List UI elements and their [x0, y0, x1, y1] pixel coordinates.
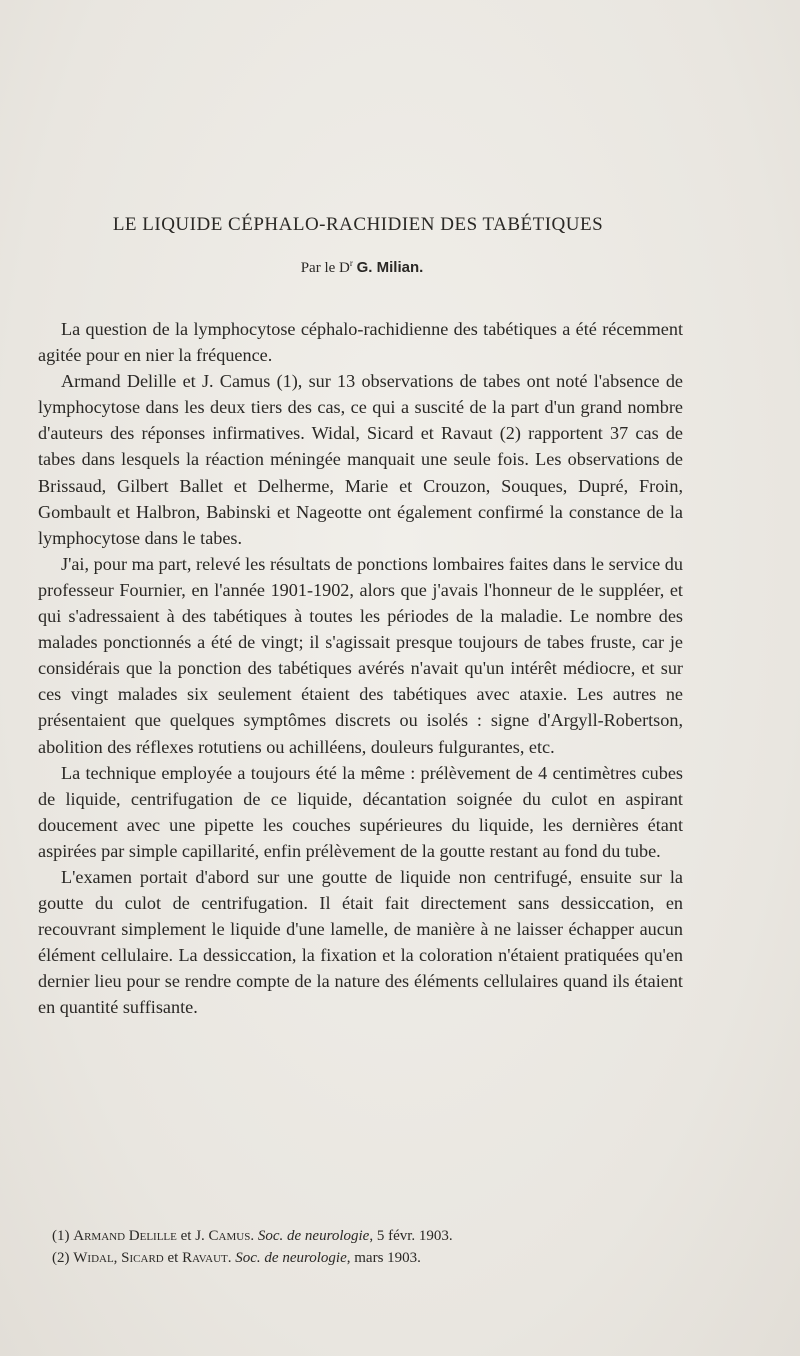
footnote: (2) Widal, Sicard et Ravaut. Soc. de neurologie, mars 1903. — [52, 1250, 421, 1266]
paragraph: Armand Delille et J. Camus (1), sur 13 observations de tabes ont noté l'absence de lymphocytose dans les deux tiers des cas, ce qui a suscité de la part d'un grand nombre d'auteurs des réponses infirmatives. Widal, Sicard et Ravaut (2) rapportent 37 cas de tabes dans lesquels la réaction méningée manquait une seule fois. Les observations de Brissaud, Gilbert Ballet et Delherme, Marie et Crouzon, Souques, Dupré, Froin, Gombault et Halbron, Babinski et Nageotte ont également confirmé la constance de la lymphocytose dans le tabes. — [38, 371, 683, 548]
footnote: (1) Armand Delille et J. Camus. Soc. de neurologie, 5 févr. 1903. — [52, 1228, 453, 1244]
article-body — [38, 316, 683, 1021]
footnote-and: et — [176, 1228, 196, 1244]
footnote-date: , mars 1903. — [346, 1250, 421, 1266]
footnote-authors2: J. Camus — [195, 1228, 251, 1244]
footnote-date: , 5 févr. 1903. — [369, 1228, 453, 1244]
author-name: G. Milian. — [356, 259, 424, 276]
footnote-journal: Soc. de neurologie — [257, 1228, 370, 1244]
footnote-authors: Armand Delille — [73, 1228, 177, 1244]
paragraph: L'examen portait d'abord sur une goutte de liquide non centrifugé, ensuite sur la goutte du culot de centrifugation. Il était fait directement sans dessiccation, en recouvrant simplement le liquide d'une lamelle, de manière à ne laisser échapper aucun élément cellulaire. La dessiccation, la fixation et la coloration n'étaient pratiquées qu'en dernier lieu pour se rendre compte de la nature des éléments cellulaires quand ils étaient en quantité suffisante. — [38, 866, 683, 1018]
footnote-mark: (1) — [52, 1228, 70, 1244]
footnote-authors: Widal, Sicard — [73, 1250, 164, 1266]
byline — [0, 258, 762, 277]
footnote-authors2: Ravaut — [182, 1250, 228, 1266]
paragraph: La question de la lymphocytose céphalo-rachidienne des tabétiques a été récemment agitée pour en nier la fréquence. — [38, 319, 683, 366]
footnotes — [52, 1225, 692, 1269]
byline-sup: r — [349, 258, 353, 268]
footnote-mark: (2) — [52, 1250, 70, 1266]
byline-prefix: Par le D — [300, 260, 350, 276]
article-title — [0, 214, 720, 236]
paragraph: J'ai, pour ma part, relevé les résultats de ponctions lombaires faites dans le service du professeur Fournier, en l'année 1901-1902, alors que j'avais l'honneur de le suppléer, et qui s'adressaient à des tabétiques à toutes les périodes de la maladie. Le nombre des malades ponctionnés a été de vingt; il s'agissait presque toujours de tabes fruste, car je considérais que la ponction des tabétiques avérés n'avait qu'un intérêt médiocre, et sur ces vingt malades six seulement étaient des tabétiques avec ataxie. Les autres ne présentaient que quelques symptômes discrets ou isolés : signe d'Argyll-Robertson, abolition des réflexes rotutiens ou achilléens, douleurs fulgurantes, etc. — [38, 553, 683, 757]
article-title-text: LE LIQUIDE CÉPHALO-RACHIDIEN DES TABÉTIQUES — [112, 214, 604, 235]
footnote-journal: Soc. de neurologie — [235, 1250, 347, 1266]
paragraph: La technique employée a toujours été la même : prélèvement de 4 centimètres cubes de liquide, centrifugation de ce liquide, décantation soignée du culot en aspirant doucement avec une pipette les couches supérieures du liquide, les dernières étant aspirées par simple capillarité, enfin prélèvement de la goutte restant au fond du tube. — [38, 762, 683, 861]
footnote-and: et — [163, 1250, 183, 1266]
